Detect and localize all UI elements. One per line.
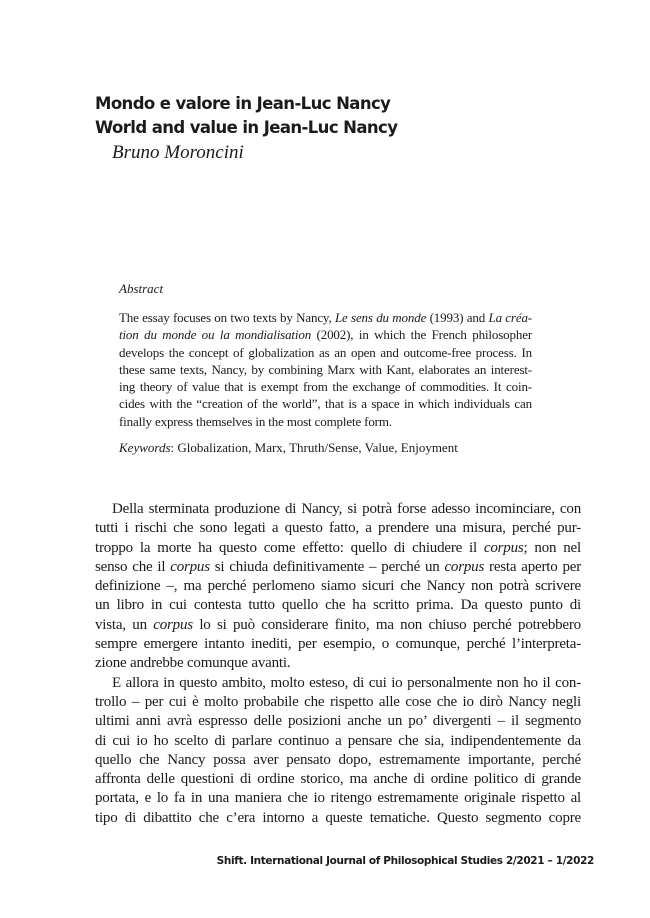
journal-footer: Shift. International Journal of Philosophical Studies 2/2021 – 1/2022: [216, 855, 594, 867]
title-block: [95, 92, 575, 166]
body-line: vista, un corpus lo si può considerare finito, ma non chiuso perché potrebbero: [95, 616, 581, 633]
abstract-line: develops the concept of globalization as an open and outcome-free process. In: [119, 344, 532, 360]
abstract-line: these same texts, Nancy, by combining Marx with Kant, elaborates an interest-: [119, 361, 532, 377]
body-line: zione andrebbe comunque avanti.: [95, 655, 291, 672]
body-line: tipo di dibattito che c’era intorno a queste tematiche. Questo segmento copre: [95, 809, 581, 826]
abstract-body: [119, 309, 532, 430]
abstract-line: The essay focuses on two texts by Nancy, Le sens du monde (1993) and La créa-: [119, 310, 532, 325]
keywords-list: : Globalization, Marx, Thruth/Sense, Value, Enjoyment: [170, 440, 458, 456]
body-line: E allora in questo ambito, molto esteso, di cui io personalmente non ho il con-: [112, 674, 581, 691]
body-line: portata, e lo fa in una maniera che io ritengo estremamente originale rispetto al: [95, 790, 581, 807]
body-line: Della sterminata produzione di Nancy, si potrà forse adesso incominciare, con: [112, 501, 581, 517]
body-line: sempre emergere intanto inediti, per esempio, o comunque, perché l’interpreta-: [95, 636, 581, 653]
author-name: Bruno Moroncini: [112, 142, 244, 163]
abstract-line: finally express themselves in the most complete form.: [119, 413, 392, 429]
body-line: troppo la morte ha questo come effetto: quello di chiudere il corpus; non nel: [95, 539, 581, 556]
title-italian: Mondo e valore in Jean-Luc Nancy: [95, 94, 391, 113]
keywords-label: Keywords: [119, 440, 171, 456]
keywords: [119, 439, 532, 456]
body-line: senso che il corpus si chiuda definitivamente – perché un corpus resta aperto per: [95, 558, 581, 575]
title-english: World and value in Jean-Luc Nancy: [95, 118, 398, 137]
body-line: affronta delle questioni di ordine storico, ma anche di ordine politico di grande: [95, 771, 581, 788]
body-line: tutti i rischi che sono legati a questo fatto, a prendere una misura, perché pur-: [95, 520, 581, 537]
body-line: ultimi anni avrà espresso delle posizioni anche un po’ divergenti – il segmento: [95, 713, 581, 730]
abstract-line: tion du monde ou la mondialisation (2002), in which the French philosopher: [119, 327, 532, 343]
body-line: quello che Nancy possa aver pensato dopo, estremamente importante, perché: [95, 751, 581, 768]
abstract-line: ing theory of value that is exempt from the exchange of commodities. It coin-: [119, 379, 532, 395]
body-line: definizione –, ma perché perlomeno siamo sicuri che Nancy non potrà scrivere: [95, 578, 581, 595]
abstract-section: [119, 281, 532, 469]
abstract-line: cides with the “creation of the world”, that is a space in which individuals can: [119, 396, 532, 412]
main-text: [95, 500, 581, 828]
body-line: un libro in cui contesta tutto quello che ha scritto prima. Da questo punto di: [95, 597, 581, 614]
body-line: di cui io ho scelto di parlare continuo a pensare che sia, indipendentemente da: [95, 732, 581, 749]
abstract-heading: Abstract: [119, 281, 164, 296]
body-line: trollo – per cui è molto probabile che rispetto alle cose che io dirò Nancy negli: [95, 693, 581, 710]
